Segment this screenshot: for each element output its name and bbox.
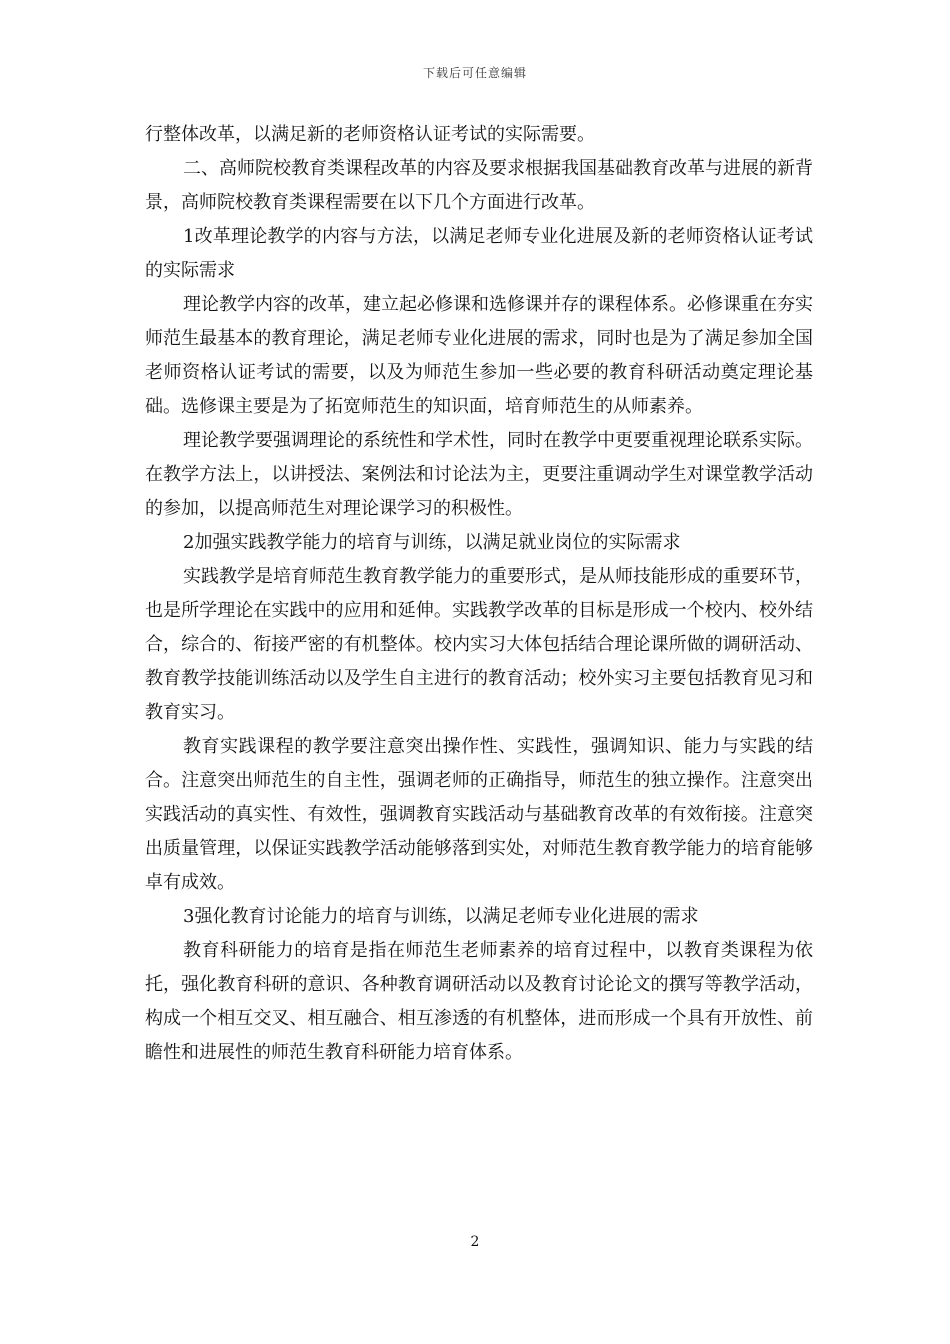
section-heading-2: 二、高师院校教育类课程改革的内容及要求根据我国基础教育改革与进展的新背景，高师院校教育类课程需要在以下几个方面进行改革。	[145, 158, 813, 213]
paragraph: 教育实践课程的教学要注意突出操作性、实践性，强调知识、能力与实践的结合。注意突出师范生的自主性，强调老师的正确指导，师范生的独立操作。注意突出实践活动的真实性、有效性，强调教育实践活动与基础教育改革的有效衔接。注意突出质量管理，以保证实践教学活动能够落到实处，对师范生教育教学能力的培育能够卓有成效。	[145, 736, 813, 893]
paragraph-continuation: 行整体改革，以满足新的老师资格认证考试的实际需要。	[145, 124, 595, 145]
paragraph: 教育科研能力的培育是指在师范生老师素养的培育过程中，以教育类课程为依托，强化教育科研的意识、各种教育调研活动以及教育讨论论文的撰写等教学活动，构成一个相互交叉、相互融合、相互渗透的有机整体，进而形成一个具有开放性、前瞻性和进展性的师范生教育科研能力培育体系。	[145, 940, 813, 1063]
page-header: 下载后可任意编辑	[422, 66, 527, 80]
paragraph: 理论教学内容的改革，建立起必修课和选修课并存的课程体系。必修课重在夯实师范生最基本的教育理论，满足老师专业化进展的需求，同时也是为了满足参加全国老师资格认证考试的需要，以及为师范生参加一些必要的教育科研活动奠定理论基础。选修课主要是为了拓宽师范生的知识面，培育师范生的从师素养。	[145, 294, 813, 417]
subheading-3: 3强化教育讨论能力的培育与训练，以满足老师专业化进展的需求	[183, 906, 699, 927]
subheading-1: 1改革理论教学的内容与方法，以满足老师专业化进展及新的老师资格认证考试的实际需求	[145, 226, 813, 281]
page-number: 2	[470, 1234, 480, 1250]
subheading-2: 2加强实践教学能力的培育与训练，以满足就业岗位的实际需求	[183, 532, 681, 553]
paragraph: 理论教学要强调理论的系统性和学术性，同时在教学中更要重视理论联系实际。在教学方法上，以讲授法、案例法和讨论法为主，更要注重调动学生对课堂教学活动的参加，以提高师范生对理论课学习的积极性。	[145, 430, 813, 519]
paragraph: 实践教学是培育师范生教育教学能力的重要形式，是从师技能形成的重要环节，也是所学理论在实践中的应用和延伸。实践教学改革的目标是形成一个校内、校外结合，综合的、衔接严密的有机整体。校内实习大体包括结合理论课所做的调研活动、教育教学技能训练活动以及学生自主进行的教育活动；校外实习主要包括教育见习和教育实习。	[145, 566, 813, 723]
document-body	[145, 118, 813, 1070]
